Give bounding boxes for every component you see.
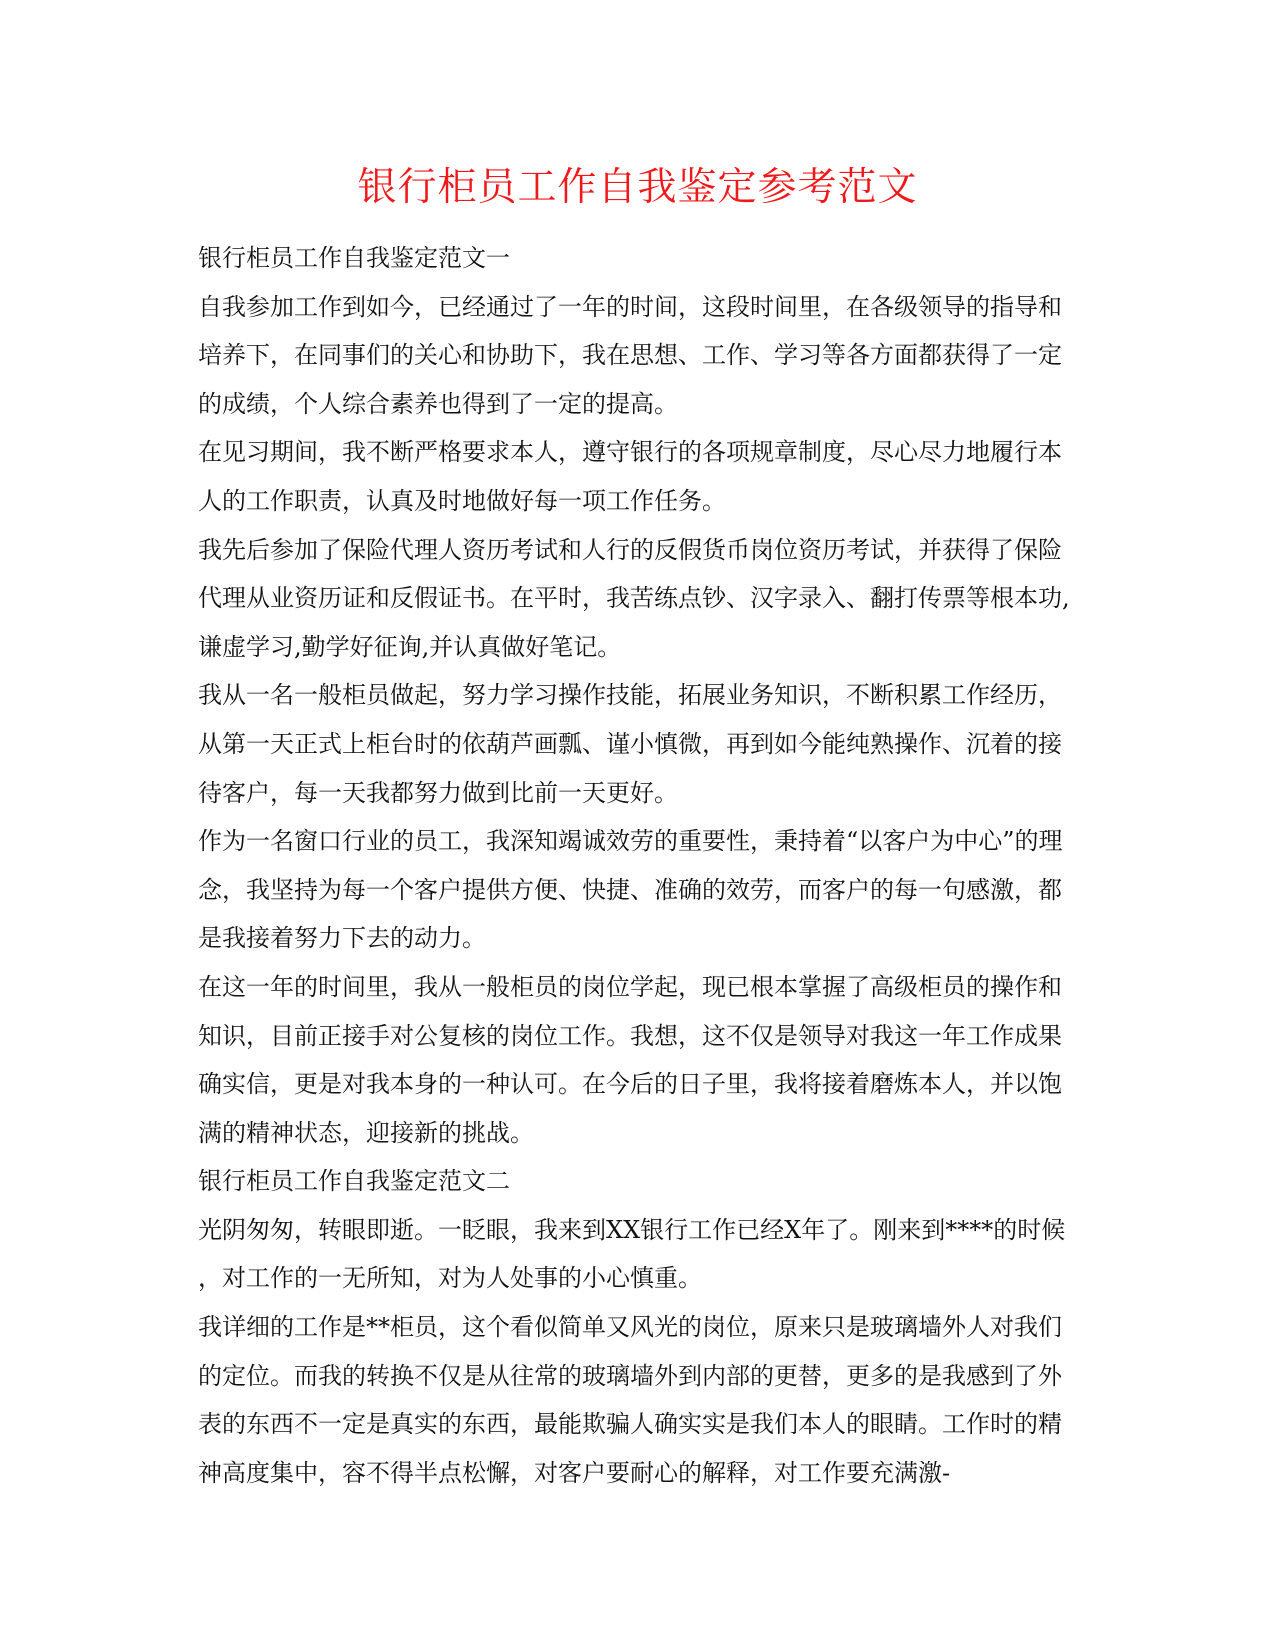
paragraph: 作为一名窗口行业的员工，我深知竭诚效劳的重要性，秉持着“以客户为中心”的理念，我坚持为每一个客户提供方便、快捷、准确的效劳，而客户的每一句感激，都是我接着努力下去的动力。 (198, 827, 1063, 953)
paragraph: 我详细的工作是**柜员，这个看似简单又风光的岗位，原来只是玻璃墙外人对我们的定位。而我的转换不仅是从往常的玻璃墙外到内部的更替，更多的是我感到了外表的东西不一定是真实的东西，最能欺骗人确实实是我们本人的眼睛。工作时的精神高度集中，容不得半点松懈，对客户要耐心的解释，对工作要充满激- (198, 1313, 1062, 1487)
paragraph: 我从一名一般柜员做起，努力学习操作技能，拓展业务知识，不断积累工作经历，从第一天正式上柜台时的依葫芦画瓢、谨小慎微，再到如今能纯熟操作、沉着的接待客户，每一天我都努力做到比前一天更好。 (198, 681, 1062, 807)
paragraph: 我先后参加了保险代理人资历考试和人行的反假货币岗位资历考试，并获得了保险代理从业资历证和反假证书。在平时，我苦练点钞、汉字录入、翻打传票等根本功,谦虚学习,勤学好征询,并认真做好笔记。 (198, 535, 1070, 661)
section-heading-1: 银行柜员工作自我鉴定范文一 (198, 244, 510, 272)
paragraph: 自我参加工作到如今，已经通过了一年的时间，这段时间里，在各级领导的指导和培养下，在同事们的关心和协助下，我在思想、工作、学习等各方面都获得了一定的成绩，个人综合素养也得到了一定的提高。 (198, 292, 1062, 418)
paragraph: 在见习期间，我不断严格要求本人，遵守银行的各项规章制度，尽心尽力地履行本人的工作职责，认真及时地做好每一项工作任务。 (198, 438, 1062, 515)
paragraph: 在这一年的时间里，我从一般柜员的岗位学起，现已根本掌握了高级柜员的操作和知识，目前正接手对公复核的岗位工作。我想，这不仅是领导对我这一年工作成果确实信，更是对我本身的一种认可。在今后的日子里，我将接着磨炼本人，并以饱满的精神状态，迎接新的挑战。 (198, 972, 1062, 1147)
document-body (198, 234, 1078, 1497)
section-heading-2: 银行柜员工作自我鉴定范文二 (198, 1167, 510, 1196)
paragraph: 光阴匆匆，转眼即逝。一眨眼，我来到XX银行工作已经X年了。刚来到****的时候，对工作的一无所知，对为人处事的小心慎重。 (198, 1215, 1066, 1293)
document-title: 银行柜员工作自我鉴定参考范文 (357, 165, 918, 210)
